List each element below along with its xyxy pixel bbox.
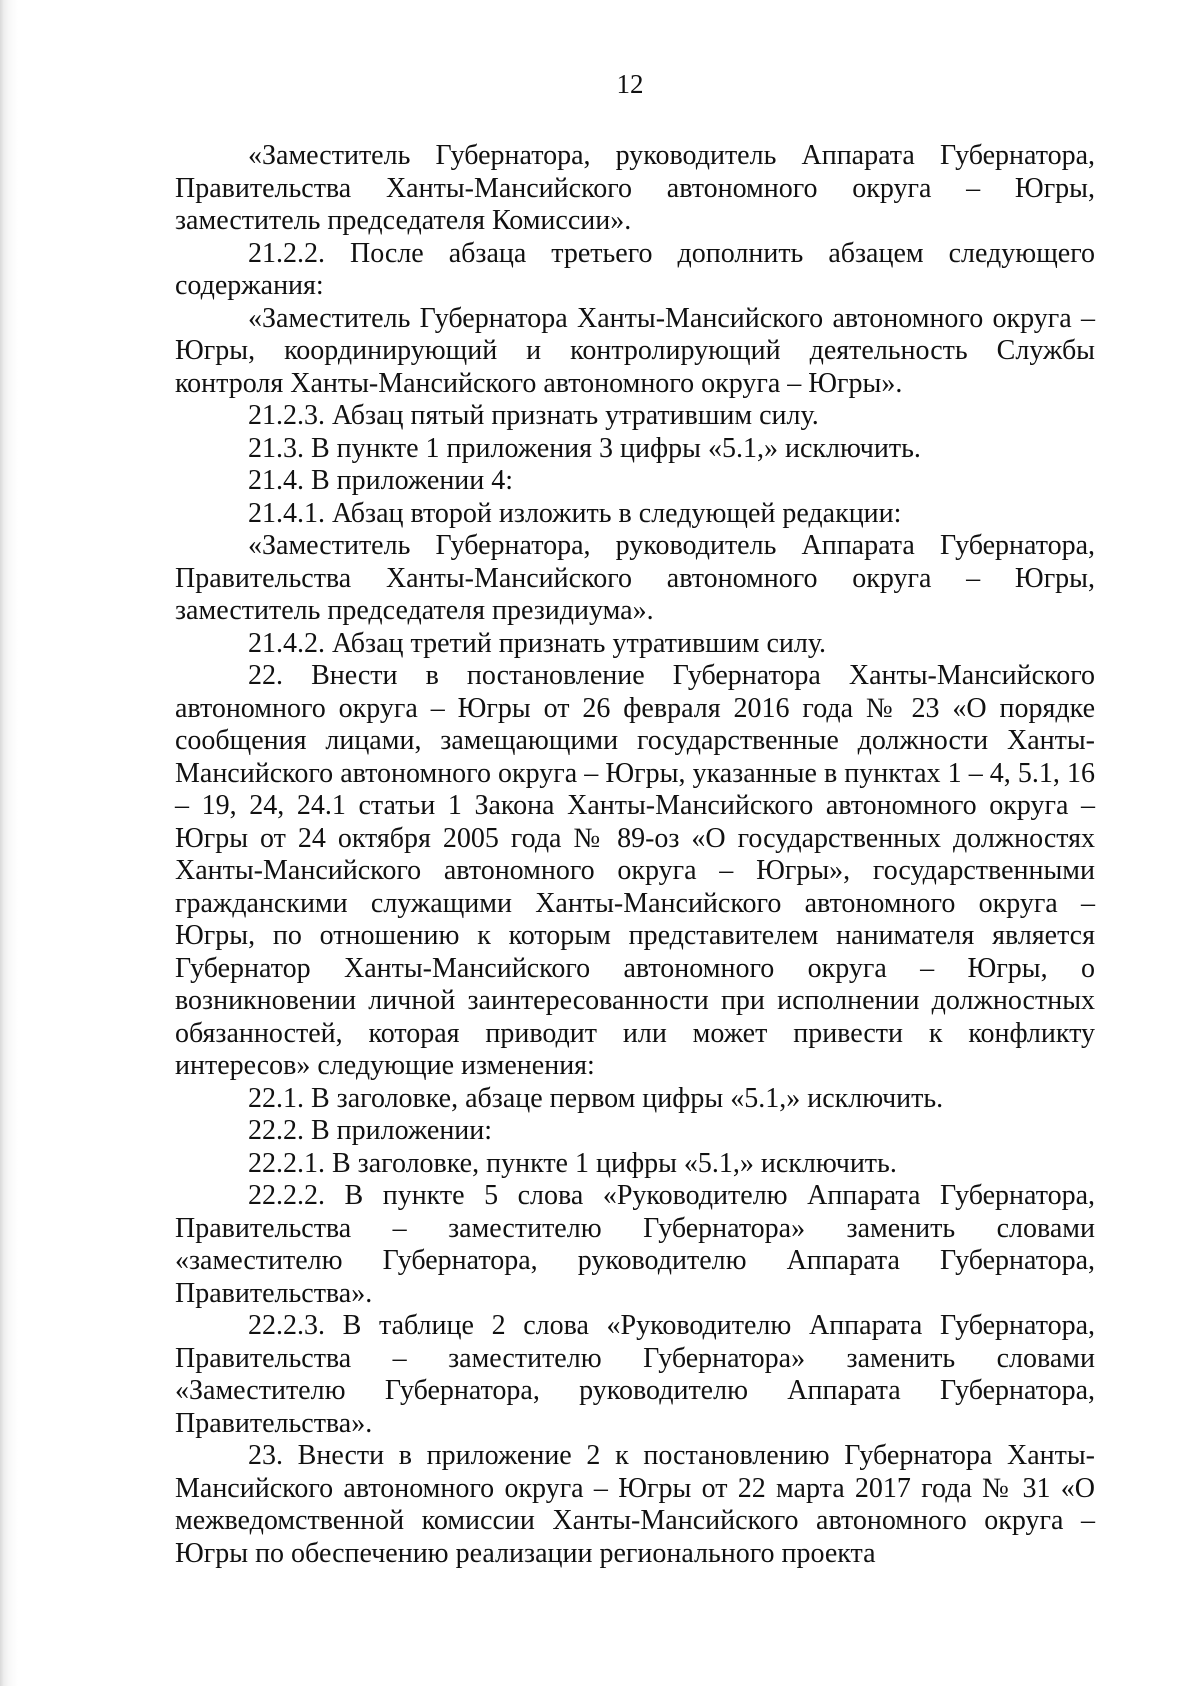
document-body [175,140,1095,1570]
paragraph: «Заместитель Губернатора, руководитель Аппарата Губернатора, Правительства Ханты-Мансийского автономного округа – Югры, заместитель председателя президиума». [175,530,1095,626]
paragraph: 21.4.2. Абзац третий признать утратившим силу. [248,627,827,659]
paragraph: 23. Внести в приложение 2 к постановлению Губернатора Ханты-Мансийского автономного округа – Югры от 22 марта 2017 года № 31 «О межведомственной комиссии Ханты-Мансийского автономного округа – Югры по обеспечению реализации регионального проекта [175,1440,1095,1569]
paragraph: 22.2.1. В заголовке, пункте 1 цифры «5.1,» исключить. [248,1147,897,1179]
paragraph: 21.2.3. Абзац пятый признать утратившим силу. [248,400,819,431]
page-number: 12 [616,69,644,99]
paragraph: «Заместитель Губернатора, руководитель Аппарата Губернатора, Правительства Ханты-Мансийского автономного округа – Югры, заместитель председателя Комиссии». [175,140,1095,236]
paragraph: 21.3. В пункте 1 приложения 3 цифры «5.1,» исключить. [248,432,921,464]
scan-edge [0,0,18,1686]
paragraph: 22.2. В приложении: [248,1115,493,1146]
paragraph: 21.2.2. После абзаца третьего дополнить абзацем следующего содержания: [175,237,1095,301]
paragraph: 22.2.3. В таблице 2 слова «Руководителю Аппарата Губернатора, Правительства – заместителю Губернатора» заменить словами «Заместителю Губернатора, руководителю Аппарата Губернатора, Правительства». [175,1310,1095,1439]
paragraph: 21.4.1. Абзац второй изложить в следующей редакции: [248,497,902,529]
paragraph: 22.1. В заголовке, абзаце первом цифры «5.1,» исключить. [248,1082,944,1114]
paragraph: «Заместитель Губернатора Ханты-Мансийского автономного округа – Югры, координирующий и контролирующий деятельность Службы контроля Ханты-Мансийского автономного округа – Югры». [175,302,1095,399]
paragraph: 22. Внести в постановление Губернатора Ханты-Мансийского автономного округа – Югры от 26 февраля 2016 года № 23 «О порядке сообщения лицами, замещающими государственные должности Ханты-Мансийского автономного округа – Югры, указанные в пунктах 1 – 4, 5.1, 16 – 19, 24, 24.1 статьи 1 Закона Ханты-Мансийского автономного округа – Югры от 24 октября 2005 года № 89-оз «О государственных должностях Ханты-Мансийского автономного округа – Югры», государственными гражданскими служащими Ханты-Мансийского автономного округа – Югры, по отношению к которым представителем нанимателя является Губернатор Ханты-Мансийского автономного округа – Югры, о возникновении личной заинтересованности при исполнении должностных обязанностей, которая приводит или может привести к конфликту интересов» следующие изменения: [175,660,1095,1081]
paragraph: 21.4. В приложении 4: [248,465,514,496]
paragraph: 22.2.2. В пункте 5 слова «Руководителю Аппарата Губернатора, Правительства – заместителю Губернатора» заменить словами «заместителю Губернатора, руководителю Аппарата Губернатора, Правительства». [175,1180,1095,1309]
